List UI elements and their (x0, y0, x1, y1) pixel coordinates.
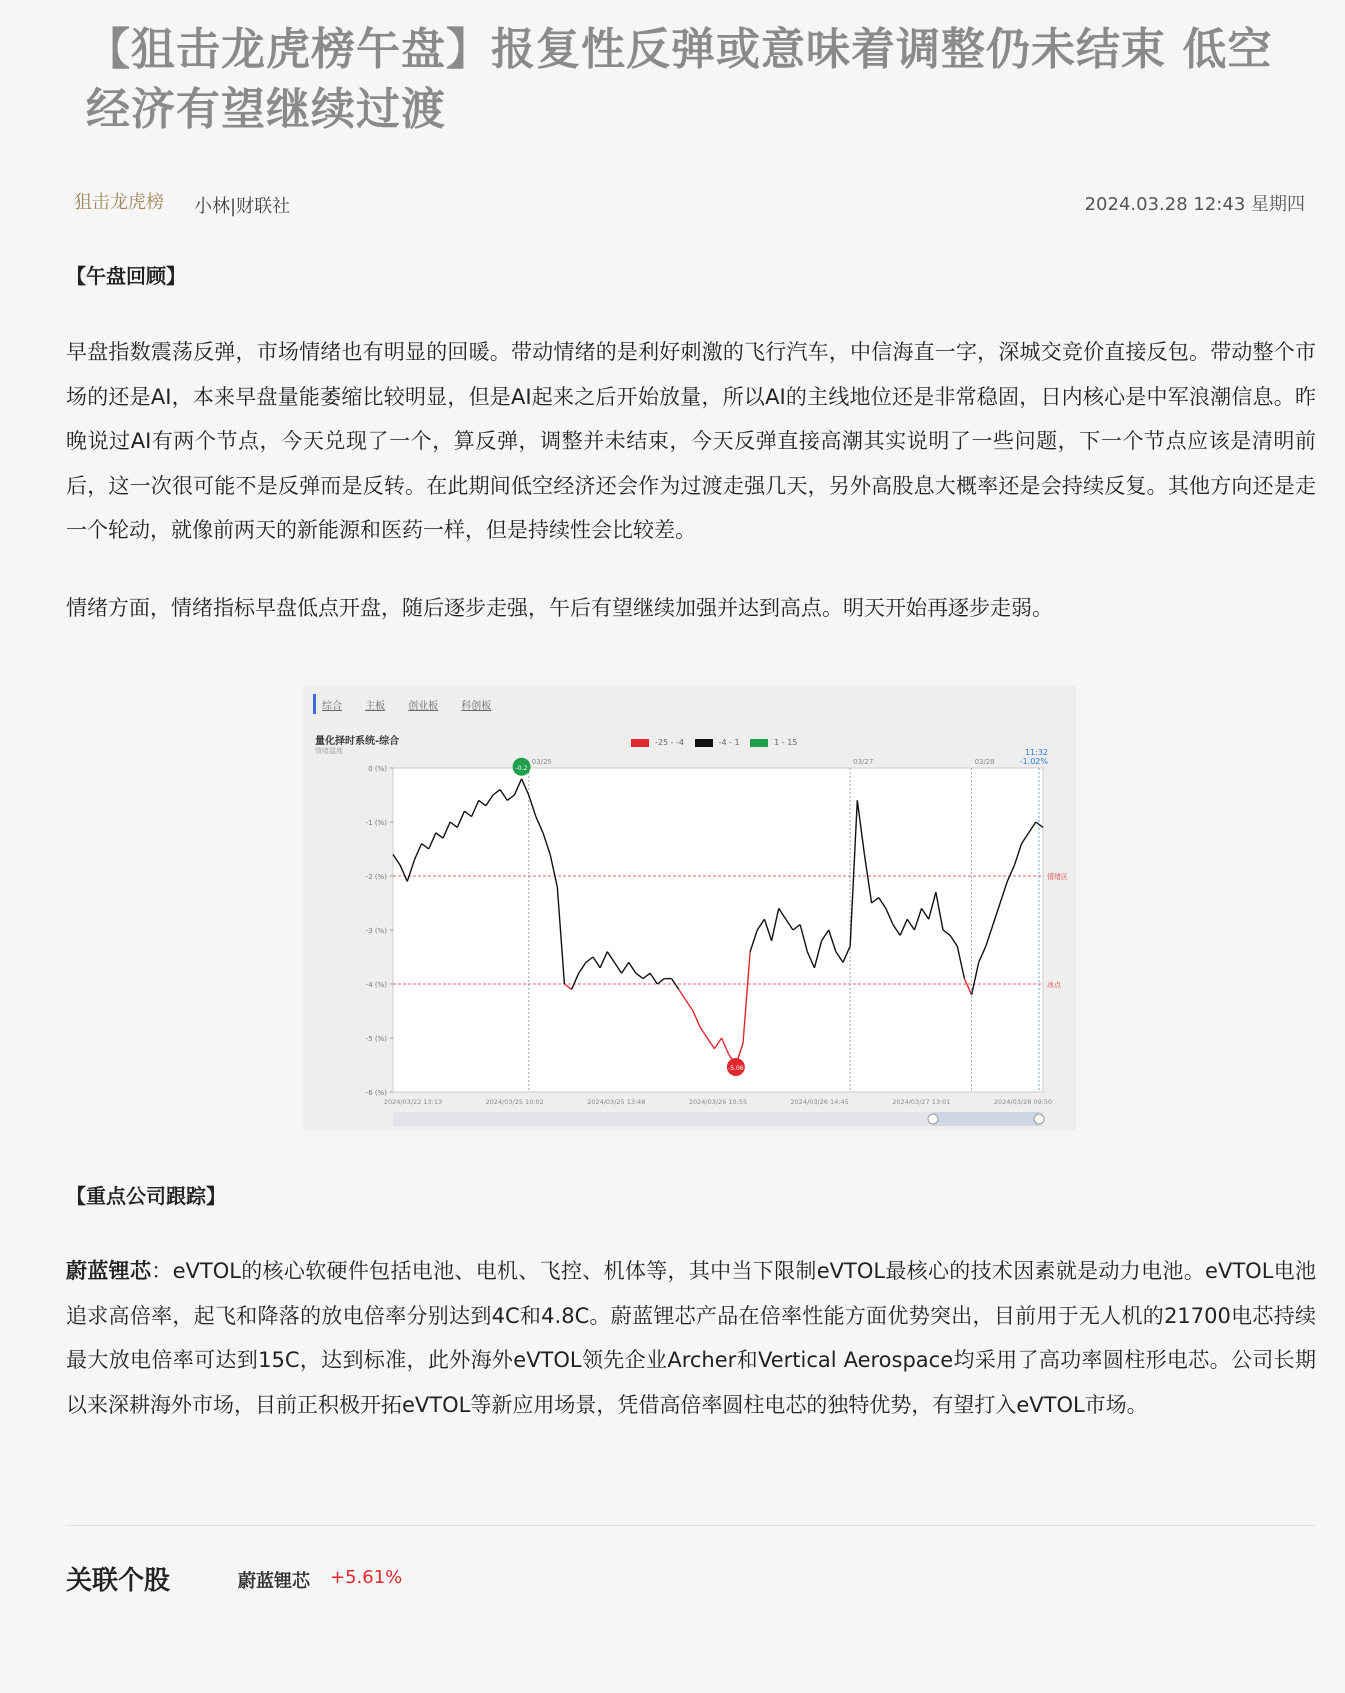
author: 小林|财联社 (194, 196, 291, 217)
day-marker-label: 03/27 (853, 758, 874, 766)
chart-title: 量化择时系统-综合 (315, 736, 400, 747)
day-marker-label: 03/25 (531, 758, 552, 766)
review-paragraph-2: 情绪方面，情绪指标早盘低点开盘，随后逐步走强，午后有望继续加强并达到高点。明天开始再逐步走弱。 (66, 596, 1053, 620)
current-time: 11:32 (1024, 748, 1048, 757)
related-stock-name[interactable]: 蔚蓝锂芯 (238, 1571, 310, 1592)
chart-tab[interactable]: 科创板 (461, 701, 492, 712)
chart-tab[interactable]: 创业板 (408, 701, 439, 712)
y-tick-label: -1 (%) (365, 819, 387, 827)
legend-label: -4 - 1 (718, 738, 740, 747)
company-name: 蔚蓝锂芯 (66, 1259, 152, 1283)
divider (66, 1525, 1315, 1526)
x-tick-label: 2024/03/26 14:45 (790, 1098, 849, 1106)
sentiment-chart (303, 686, 1076, 1130)
day-marker-label: 03/28 (974, 758, 995, 766)
chart-plot (303, 686, 1076, 1130)
related-stock-change: +5.61% (330, 1567, 403, 1588)
high-point-label: -0.2 (515, 764, 528, 772)
reference-line-label: 冰点 (1047, 981, 1061, 989)
reference-line-label: 情绪区 (1047, 873, 1068, 881)
low-point-label: -5.06 (728, 1065, 744, 1072)
y-tick-label: -6 (%) (365, 1089, 387, 1097)
company-colon: ： (151, 1259, 173, 1283)
article-title: 【狙击龙虎榜午盘】报复性反弹或意味着调整仍未结束 低空经济有望继续过渡 (86, 24, 1273, 135)
chart-tab[interactable]: 综合 (322, 701, 342, 712)
range-slider-handle-right (1034, 1114, 1044, 1124)
x-tick-label: 2024/03/25 13:48 (587, 1098, 646, 1106)
x-tick-label: 2024/03/22 13:13 (383, 1098, 443, 1106)
y-tick-label: -2 (%) (365, 873, 387, 881)
y-tick-label: -3 (%) (365, 927, 387, 935)
legend-label: -25 - -4 (655, 738, 685, 747)
chart-tab[interactable]: 主板 (365, 701, 386, 712)
x-tick-label: 2024/03/26 10:55 (688, 1098, 748, 1106)
section-heading-companies: 【重点公司跟踪】 (66, 1184, 226, 1208)
x-tick-label: 2024/03/27 13:01 (892, 1098, 951, 1106)
company-paragraph (66, 1249, 1316, 1427)
y-tick-label: 0 (%) (368, 765, 387, 773)
range-slider-window (933, 1112, 1039, 1126)
article-meta (74, 188, 1305, 218)
x-tick-label: 2024/03/25 10:02 (485, 1098, 544, 1106)
chart-subtitle: 情绪温度 (315, 747, 343, 755)
current-value: -1.02% (1019, 757, 1048, 766)
y-tick-label: -5 (%) (365, 1035, 387, 1043)
section-heading-review: 【午盘回顾】 (66, 264, 186, 288)
related-stocks-label: 关联个股 (66, 1566, 171, 1596)
review-paragraph-1: 早盘指数震荡反弹，市场情绪也有明显的回暖。带动情绪的是利好刺激的飞行汽车，中信海直一字，深城交竞价直接反包。带动整个市场的还是AI，本来早盘量能萎缩比较明显，但是AI起来之后开始放量，所以AI的主线地位还是非常稳固，日内核心是中军浪潮信息。昨晚说过AI有两个节点，今天兑现了一个，算反弹，调整并未结束，今天反弹直接高潮其实说明了一些问题，下一个节点应该是清明前后，这一次很可能不是反弹而是反转。在此期间低空经济还会作为过渡走强几天，另外高股息大概率还是会持续反复。其他方向还是走一个轮动，就像前两天的新能源和医药一样，但是持续性会比较差。 (66, 340, 1316, 542)
column-link[interactable]: 狙击龙虎榜 (74, 192, 164, 213)
range-slider-handle-left (928, 1114, 938, 1124)
legend-label: 1 - 15 (774, 738, 798, 747)
y-tick-label: -4 (%) (365, 981, 387, 989)
x-tick-label: 2024/03/28 09:50 (993, 1098, 1053, 1106)
publish-datetime: 2024.03.28 12:43 星期四 (1084, 194, 1305, 215)
company-body: eVTOL的核心软硬件包括电池、电机、飞控、机体等，其中当下限制eVTOL最核心的技术因素就是动力电池。eVTOL电池追求高倍率，起飞和降落的放电倍率分别达到4C和4.8C。蔚蓝锂芯产品在倍率性能方面优势突出，目前用于无人机的21700电芯持续最大放电倍率可达到15C，达到标准，此外海外eVTOL领先企业Archer和Vertical Aerospace均采用了高功率圆柱形电芯。公司长期以来深耕海外市场，目前正积极开拓eVTOL等新应用场景，凭借高倍率圆柱电芯的独特优势，有望打入eVTOL市场。 (66, 1259, 1317, 1417)
